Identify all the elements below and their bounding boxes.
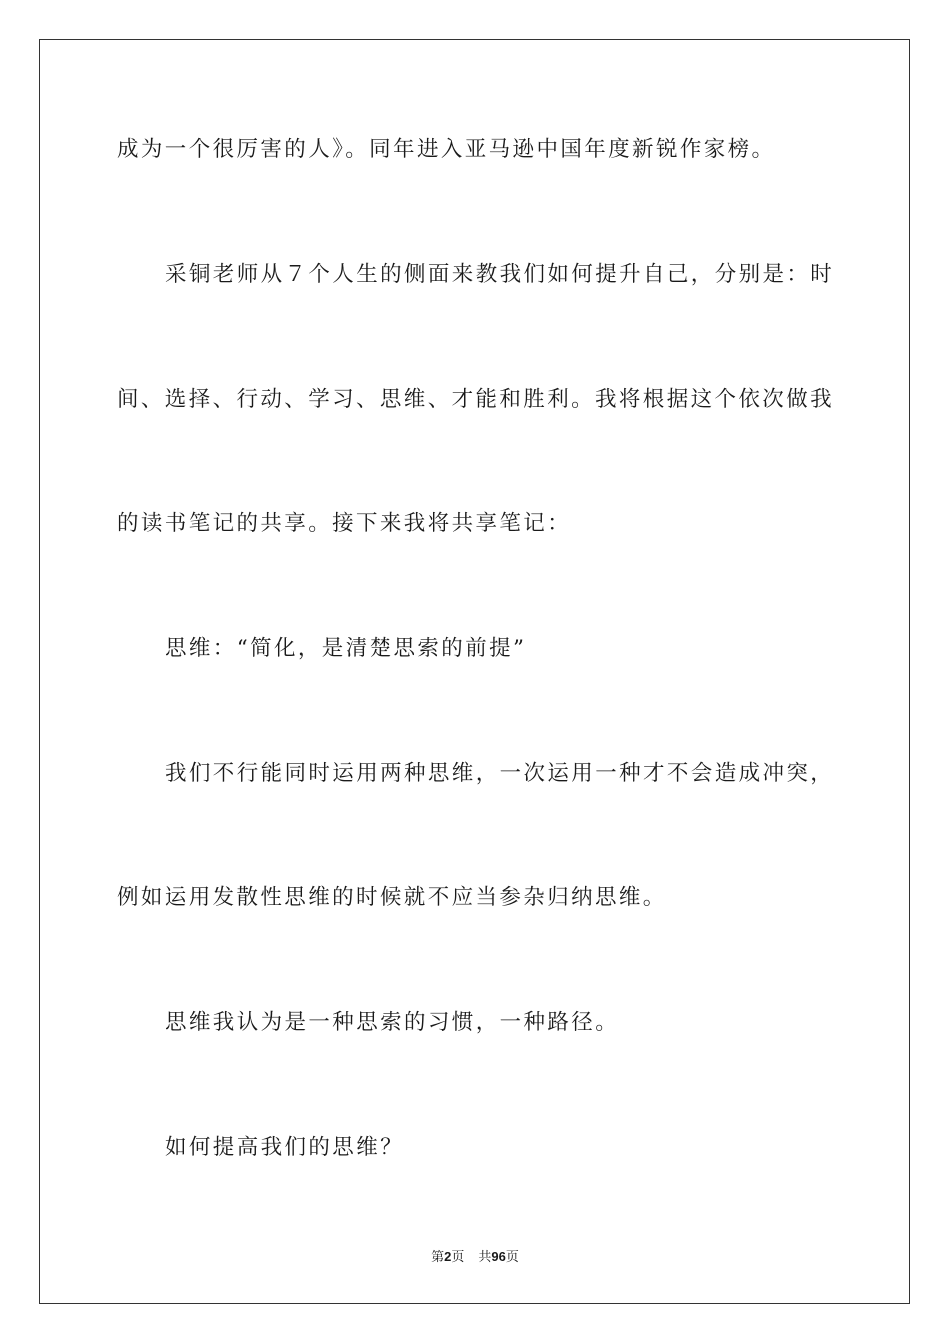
page-frame bbox=[39, 39, 910, 1304]
text-line-2: 采铜老师从７个人生的侧面来教我们如何提升自己，分别是：时 bbox=[165, 262, 835, 287]
text-line-9: 如何提高我们的思维？ bbox=[165, 1135, 405, 1160]
text-line-5: 思维：“简化，是清楚思索的前提” bbox=[165, 636, 527, 661]
footer-total-number: 96 bbox=[491, 1249, 506, 1264]
text-line-6: 我们不行能同时运用两种思维，一次运用一种才不会造成冲突， bbox=[165, 761, 835, 786]
footer-page-number: 2 bbox=[444, 1249, 452, 1264]
footer-page-prefix: 第 bbox=[431, 1250, 445, 1265]
text-line-7: 例如运用发散性思维的时候就不应当参杂归纳思维。 bbox=[117, 885, 667, 910]
text-line-8: 思维我认为是一种思索的习惯，一种路径。 bbox=[165, 1010, 620, 1035]
footer-page-suffix: 页 bbox=[451, 1250, 465, 1265]
text-line-3: 间、选择、行动、学习、思维、才能和胜利。我将根据这个依次做我 bbox=[117, 387, 835, 412]
footer-total-suffix: 页 bbox=[505, 1250, 519, 1265]
text-line-1: 成为一个很厉害的人》。同年进入亚马逊中国年度新锐作家榜。 bbox=[117, 137, 776, 162]
footer-total-prefix: 共 bbox=[478, 1250, 492, 1265]
page-footer bbox=[0, 1248, 950, 1267]
text-line-4: 的读书笔记的共享。接下来我将共享笔记： bbox=[117, 511, 572, 536]
